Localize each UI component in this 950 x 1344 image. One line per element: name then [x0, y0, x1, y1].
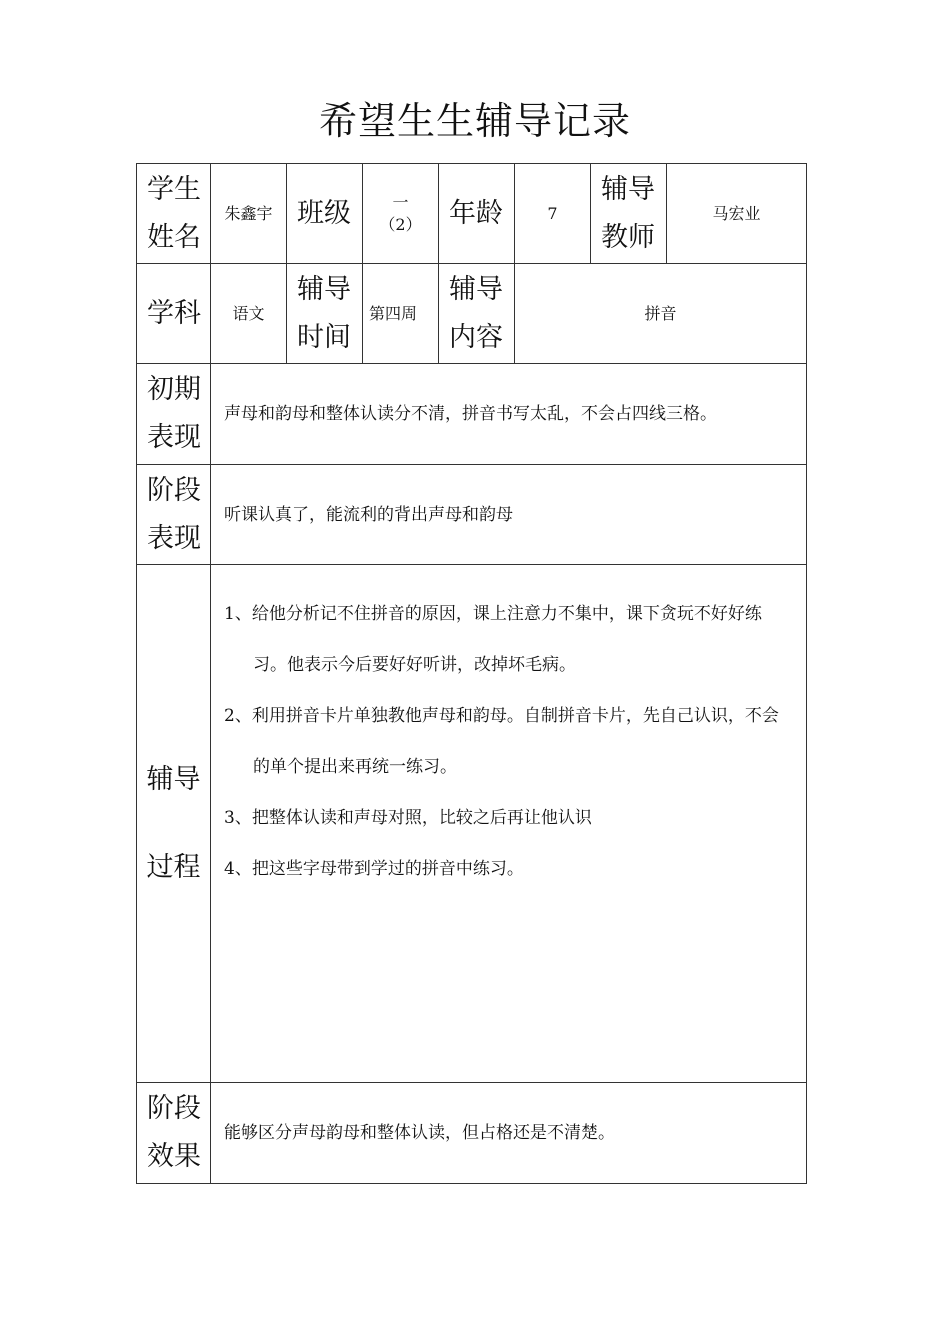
tutoring-record-table [136, 163, 807, 1184]
process-item: 1、给他分析记不住拼音的原因，课上注意力不集中，课下贪玩不好好练习。他表示今后要好好听讲，改掉坏毛病。 [224, 604, 762, 675]
process-item: 4、把这些字母带到学过的拼音中练习。 [224, 859, 524, 879]
tutoring-content-value: 拼音 [515, 264, 807, 364]
tutoring-process-label [137, 565, 211, 1083]
teacher-value: 马宏业 [667, 164, 807, 264]
effect-label-line-2: 效果 [147, 1141, 201, 1172]
age-label: 年龄 [439, 164, 515, 264]
stage-label-line-1: 阶段 [147, 474, 201, 506]
stage-label-line-2: 表现 [147, 522, 201, 554]
class-grade: 一 [392, 192, 409, 212]
tutoring-time-value: 第四周 [363, 264, 439, 364]
initial-performance-label [137, 364, 211, 465]
info-row-2 [137, 264, 807, 364]
process-item: 2、利用拼音卡片单独教他声母和韵母。自制拼音卡片，先自己认识，不会的单个提出来再统一练习。 [224, 706, 779, 777]
info-row-1 [137, 164, 807, 264]
subject-label: 学科 [137, 264, 211, 364]
class-value [363, 164, 439, 264]
stage-performance-row [137, 465, 807, 565]
teacher-label: 辅导教师 [591, 164, 667, 264]
process-label-line-1: 辅导 [146, 763, 201, 795]
tutoring-content-label: 辅导内容 [439, 264, 515, 364]
process-item: 3、把整体认读和声母对照，比较之后再让他认识 [224, 808, 592, 828]
subject-value: 语文 [211, 264, 287, 364]
initial-performance-text: 声母和韵母和整体认读分不清，拼音书写太乱，不会占四线三格。 [211, 364, 807, 465]
student-name-label: 学生姓名 [137, 164, 211, 264]
stage-effect-text: 能够区分声母韵母和整体认读，但占格还是不清楚。 [211, 1083, 807, 1184]
initial-performance-row [137, 364, 807, 465]
student-name-value: 朱鑫宇 [211, 164, 287, 264]
stage-effect-label [137, 1083, 211, 1184]
tutoring-time-label: 辅导时间 [287, 264, 363, 364]
stage-performance-text: 听课认真了，能流利的背出声母和韵母 [211, 465, 807, 565]
initial-label-line-2: 表现 [147, 422, 201, 453]
class-label: 班级 [287, 164, 363, 264]
tutoring-process-content [211, 565, 807, 1083]
stage-performance-label [137, 465, 211, 565]
stage-effect-row [137, 1083, 807, 1184]
tutoring-process-row [137, 565, 807, 1083]
effect-label-line-1: 阶段 [147, 1093, 201, 1124]
age-value: 7 [515, 164, 591, 264]
process-label-line-2: 过程 [146, 851, 201, 883]
page-title: 希望生生辅导记录 [318, 99, 631, 143]
initial-label-line-1: 初期 [147, 374, 201, 405]
class-number: （2） [379, 214, 422, 234]
